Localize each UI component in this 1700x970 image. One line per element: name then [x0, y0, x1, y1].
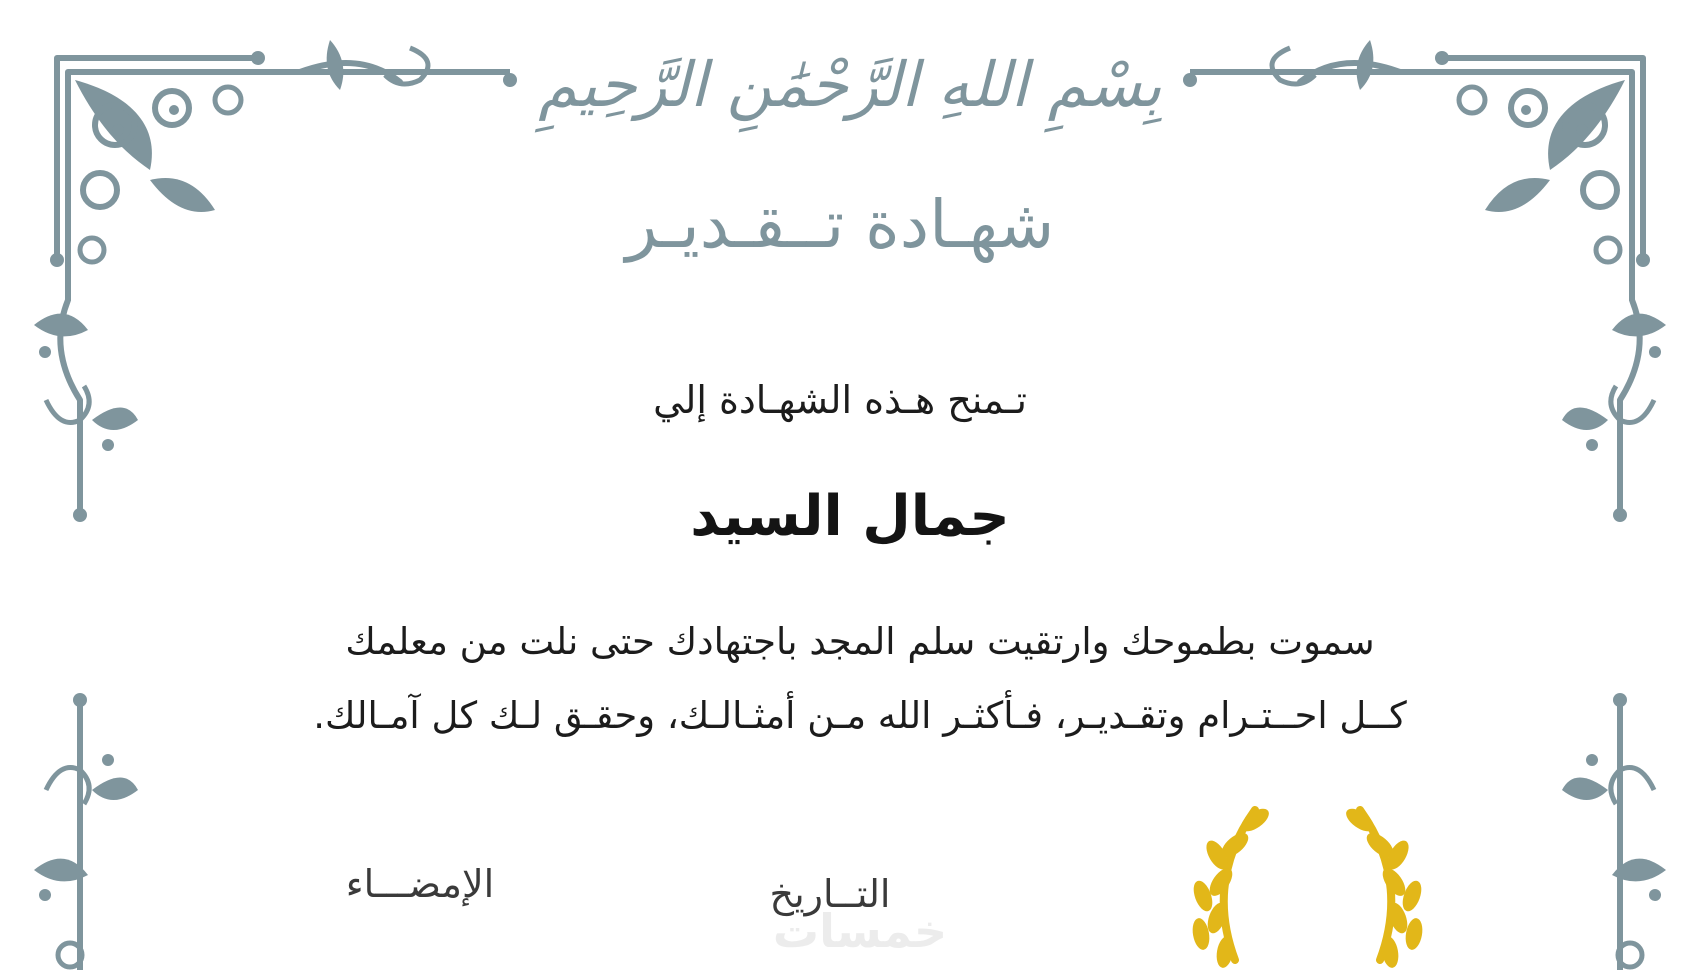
watermark-logo: خمسات [772, 904, 948, 958]
ornament-top-left [34, 40, 517, 522]
tribute-text-line-2: كــل احــتـرام وتقـديـر، فـأكثـر الله مـن أمثـالـك، وحقـق لـك كل آمـالك. [313, 694, 1407, 737]
certificate-title: شهـادة تــقـديـر [625, 186, 1055, 263]
laurel-wreath-icon [1190, 804, 1425, 969]
ornament-top-right [1183, 40, 1666, 522]
presentation-line: تـمنح هـذه الشهـادة إلي [653, 378, 1027, 422]
date-label: التــاريخ [769, 872, 891, 916]
recipient-name: جمال السيد [690, 484, 1010, 549]
tribute-text-line-1: سموت بطموحك وارتقيت سلم المجد باجتهادك حتى نلت من معلمك [345, 620, 1375, 663]
ornament-bottom-left [34, 693, 138, 970]
ornament-bottom-right [1562, 693, 1666, 970]
basmala-calligraphy: بِسْمِ اللهِ الرَّحْمَٰنِ الرَّحِيمِ [538, 48, 1162, 121]
signature-label: الإمضـــاء [345, 862, 495, 906]
